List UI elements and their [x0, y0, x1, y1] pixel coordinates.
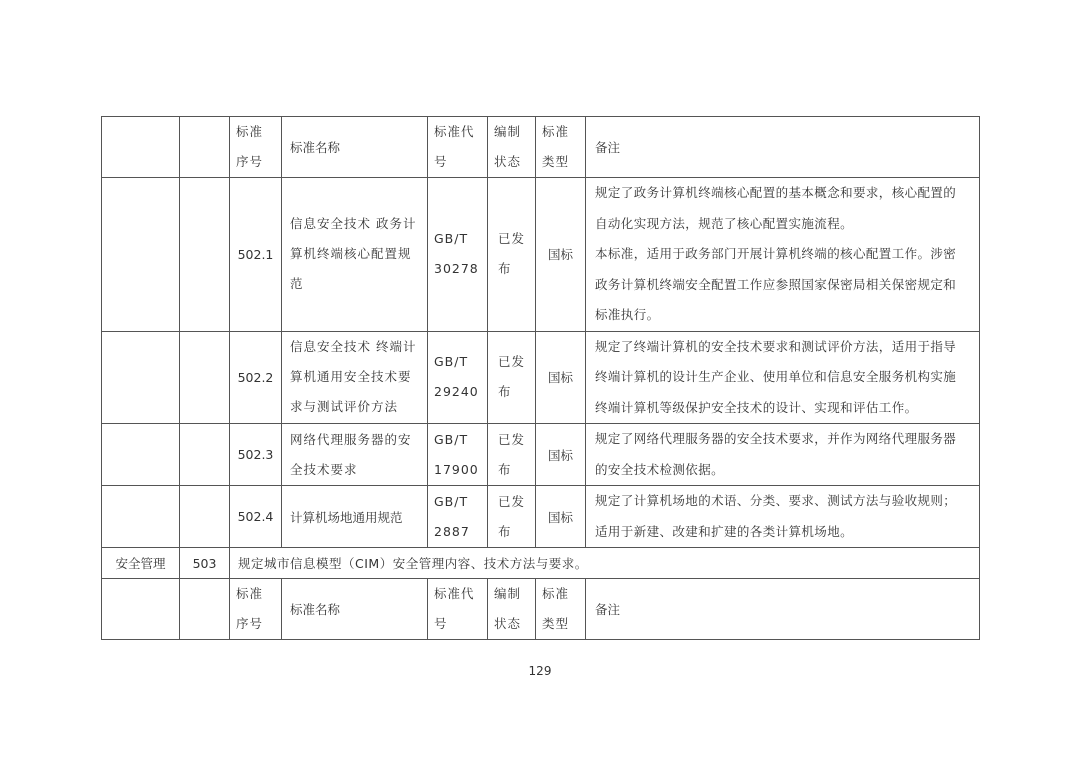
row-seq: 502.1 — [230, 178, 282, 332]
empty-cell — [102, 178, 180, 332]
row-name: 信息安全技术 政务计 算机终端核心配置规 范 — [282, 178, 428, 332]
row-status: 已发 布 — [488, 331, 536, 424]
row-status: 已发 布 — [488, 424, 536, 486]
header-type: 标准 类型 — [536, 117, 586, 178]
row-note: 规定了计算机场地的术语、分类、要求、测试方法与验收规则； 适用于新建、改建和扩建的各类计算机场地。 — [586, 486, 980, 548]
header-code: 标准代 号 — [428, 579, 488, 640]
section-description: 规定城市信息模型（CIM）安全管理内容、技术方法与要求。 — [230, 548, 980, 579]
empty-cell — [180, 178, 230, 332]
table-row — [102, 331, 980, 424]
row-name: 信息安全技术 终端计 算机通用安全技术要 求与测试评价方法 — [282, 331, 428, 424]
header-code: 标准代 号 — [428, 117, 488, 178]
header-type: 标准 类型 — [536, 579, 586, 640]
empty-cell — [102, 579, 180, 640]
empty-cell — [180, 424, 230, 486]
page-number: 129 — [528, 664, 552, 678]
header-name: 标准名称 — [282, 579, 428, 640]
row-seq: 502.4 — [230, 486, 282, 548]
header-status: 编制 状态 — [488, 117, 536, 178]
row-code: GB/T 29240 — [428, 331, 488, 424]
empty-cell — [102, 424, 180, 486]
section-category: 安全管理 — [102, 548, 180, 579]
table-header-row — [102, 117, 980, 178]
section-row — [102, 548, 980, 579]
row-seq: 502.3 — [230, 424, 282, 486]
row-name: 网络代理服务器的安 全技术要求 — [282, 424, 428, 486]
empty-cell — [102, 331, 180, 424]
header-status: 编制 状态 — [488, 579, 536, 640]
header-note: 备注 — [586, 579, 980, 640]
row-type: 国标 — [536, 424, 586, 486]
header-note: 备注 — [586, 117, 980, 178]
row-name: 计算机场地通用规范 — [282, 486, 428, 548]
header-seq: 标准 序号 — [230, 117, 282, 178]
row-type: 国标 — [536, 486, 586, 548]
table-row — [102, 424, 980, 486]
row-note: 规定了网络代理服务器的安全技术要求，并作为网络代理服务器 的安全技术检测依据。 — [586, 424, 980, 486]
table-row — [102, 486, 980, 548]
row-note: 规定了终端计算机的安全技术要求和测试评价方法，适用于指导 终端计算机的设计生产企业、使用单位和信息安全服务机构实施 终端计算机等级保护安全技术的设计、实现和评估工作。 — [586, 331, 980, 424]
row-code: GB/T 2887 — [428, 486, 488, 548]
empty-cell — [102, 117, 180, 178]
table-header-row — [102, 579, 980, 640]
row-status: 已发 布 — [488, 486, 536, 548]
row-type: 国标 — [536, 331, 586, 424]
row-code: GB/T 17900 — [428, 424, 488, 486]
empty-cell — [180, 117, 230, 178]
table-row — [102, 178, 980, 332]
empty-cell — [102, 486, 180, 548]
row-note: 规定了政务计算机终端核心配置的基本概念和要求，核心配置的 自动化实现方法，规范了核心配置实施流程。 本标准，适用于政务部门开展计算机终端的核心配置工作。涉密 政务计算机终端安全配置工作应参照国家保密局相关保密规定和 标准执行。 — [586, 178, 980, 332]
empty-cell — [180, 331, 230, 424]
row-status: 已发 布 — [488, 178, 536, 332]
empty-cell — [180, 579, 230, 640]
row-code: GB/T 30278 — [428, 178, 488, 332]
empty-cell — [180, 486, 230, 548]
row-type: 国标 — [536, 178, 586, 332]
section-number: 503 — [180, 548, 230, 579]
header-name: 标准名称 — [282, 117, 428, 178]
row-seq: 502.2 — [230, 331, 282, 424]
header-seq: 标准 序号 — [230, 579, 282, 640]
standards-table — [101, 116, 980, 640]
